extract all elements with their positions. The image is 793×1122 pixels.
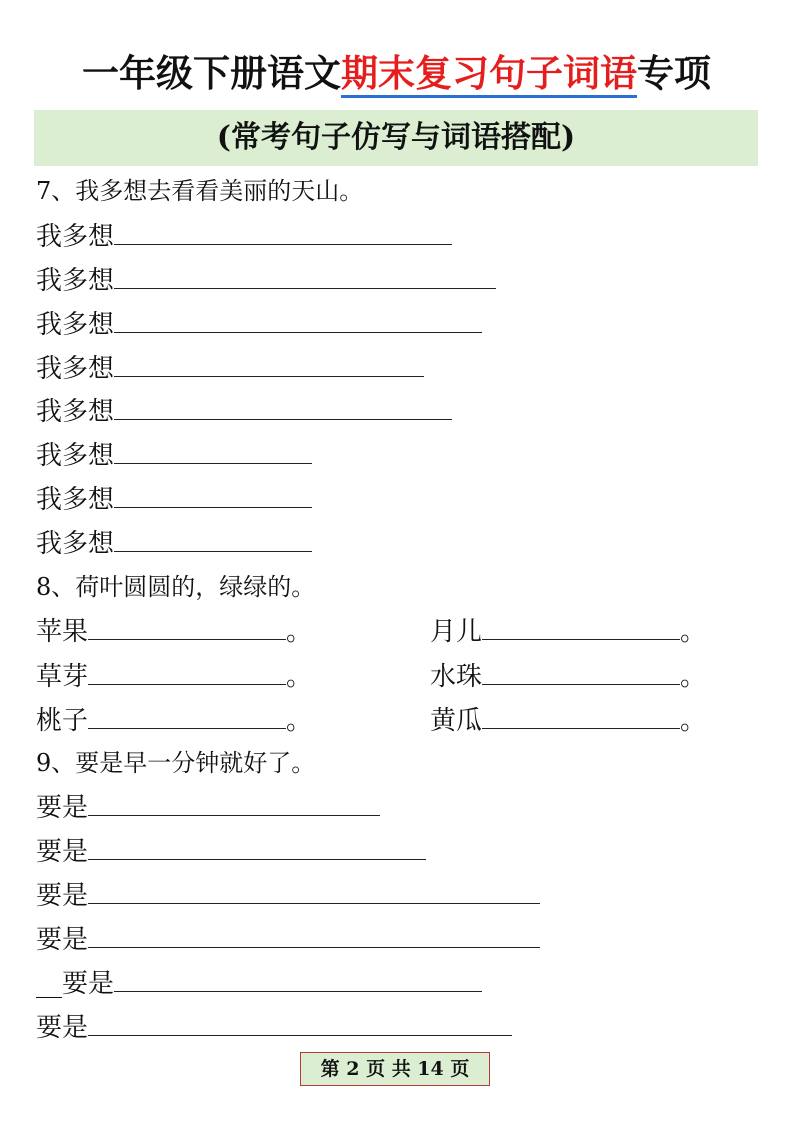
answer-blank[interactable] (114, 965, 482, 992)
q9-answer-line (36, 1009, 512, 1045)
q8-answer-line (36, 613, 312, 649)
q7-answer-line (36, 437, 312, 473)
q9-stem: 要是 (36, 793, 89, 823)
q7-stem: 我多想 (36, 266, 115, 296)
q9-answer-line (36, 789, 380, 825)
answer-blank[interactable] (88, 1009, 512, 1036)
period: 。 (286, 617, 313, 647)
answer-blank[interactable] (114, 437, 312, 464)
answer-blank[interactable] (482, 702, 680, 729)
q8-word: 水珠 (430, 662, 483, 692)
answer-blank[interactable] (114, 306, 482, 333)
answer-blank[interactable] (88, 658, 286, 685)
q8-word: 草芽 (36, 662, 89, 692)
answer-blank[interactable] (114, 350, 424, 377)
answer-blank[interactable] (114, 481, 312, 508)
title-prefix: 一年级下册语文 (82, 52, 341, 95)
q7-answer-line (36, 525, 312, 561)
q8-answer-line (36, 702, 312, 738)
q8-word: 黄瓜 (430, 706, 483, 736)
q7-stem: 我多想 (36, 354, 115, 384)
q7-stem: 我多想 (36, 529, 115, 559)
q9-answer-line (36, 921, 540, 957)
answer-blank[interactable] (482, 658, 680, 685)
q7-answer-line (36, 262, 496, 298)
q8-word: 月儿 (430, 617, 483, 647)
q7-answer-line (36, 218, 452, 254)
q9-stem: 要是 (36, 881, 89, 911)
answer-blank[interactable] (88, 877, 540, 904)
answer-blank[interactable] (88, 789, 380, 816)
q9-stem: 要是 (36, 1013, 89, 1043)
answer-blank[interactable] (114, 218, 452, 245)
page-title (0, 44, 793, 104)
q7-answer-line (36, 393, 452, 429)
answer-blank[interactable] (88, 921, 540, 948)
title-suffix: 专项 (637, 52, 711, 95)
answer-blank[interactable] (88, 702, 286, 729)
q8-answer-line (36, 658, 312, 694)
period: 。 (680, 662, 707, 692)
period: 。 (286, 706, 313, 736)
q8-word: 苹果 (36, 617, 89, 647)
q7-answer-line (36, 350, 424, 386)
q7-stem: 我多想 (36, 222, 115, 252)
q8-word: 桃子 (36, 706, 89, 736)
subtitle-banner: (常考句子仿写与词语搭配) (34, 110, 758, 166)
question-7-prompt: 7、我多想去看看美丽的天山。 (36, 177, 364, 205)
period: 。 (286, 662, 313, 692)
q9-stem: 要是 (62, 969, 115, 999)
q7-stem: 我多想 (36, 397, 115, 427)
answer-blank[interactable] (114, 262, 496, 289)
answer-blank[interactable] (482, 613, 680, 640)
q7-stem: 我多想 (36, 441, 115, 471)
q7-stem: 我多想 (36, 310, 115, 340)
period: 。 (680, 617, 707, 647)
answer-blank[interactable] (88, 833, 426, 860)
q9-answer-line (36, 833, 426, 869)
question-9-prompt: 9、要是早一分钟就好了。 (36, 749, 316, 777)
q9-answer-line (36, 877, 540, 913)
q9-prefix-blank[interactable]: __ (36, 969, 62, 999)
q7-answer-line (36, 306, 482, 342)
answer-blank[interactable] (114, 393, 452, 420)
q7-answer-line (36, 481, 312, 517)
q8-answer-line (430, 613, 706, 649)
q7-stem: 我多想 (36, 485, 115, 515)
q9-stem: 要是 (36, 837, 89, 867)
title-highlight: 期末复习句子词语 (341, 52, 637, 98)
q8-answer-line (430, 658, 706, 694)
period: 。 (680, 706, 707, 736)
answer-blank[interactable] (114, 525, 312, 552)
q9-answer-line (36, 965, 482, 1001)
page-number-badge: 第 2 页 共 14 页 (300, 1052, 490, 1086)
answer-blank[interactable] (88, 613, 286, 640)
question-8-prompt: 8、荷叶圆圆的，绿绿的。 (36, 573, 316, 601)
q8-answer-line (430, 702, 706, 738)
q9-stem: 要是 (36, 925, 89, 955)
